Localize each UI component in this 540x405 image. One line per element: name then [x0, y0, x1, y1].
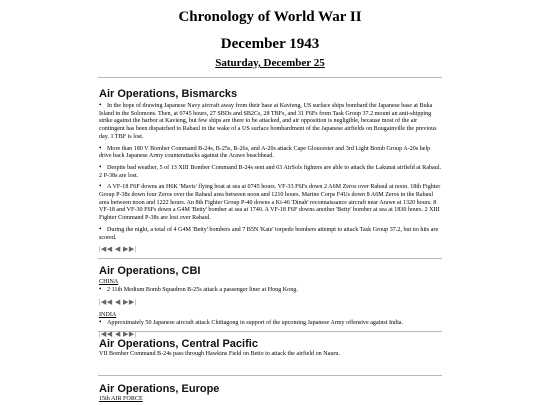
section-europe [99, 383, 442, 403]
list-item: • Despite bad weather, 5 of 13 XIII Bomber Command B-24s sent and 63 AirSols fighters are able to attack the Lakunai airfield at Rabaul. 2 P-38s are lost. [99, 164, 442, 180]
list-item: • 2 11th Medium Bomb Squadron B-25s attack a passenger liner at Hong Kong. [99, 286, 442, 295]
nav-arrows-label[interactable]: |◀◀ ◀ ▶▶| [99, 245, 137, 254]
nav-arrows[interactable] [99, 297, 442, 307]
divider [98, 77, 442, 78]
list-item: • More than 180 V Bomber Command B-24s, B-25s, B-26s, and A-20s attack Cape Gloucester and 3rd Light Bomb Group A-20s help drive back Japanese Army counterattacks against the Arawe beachhead. [99, 145, 442, 161]
divider [98, 258, 442, 259]
month-title: December 1943 [220, 36, 320, 52]
day-heading: Saturday, December 25 [215, 57, 325, 69]
section-heading: Air Operations, Central Pacific [99, 338, 258, 350]
section-heading: Air Operations, Europe [99, 383, 220, 395]
page-title: Chronology of World War II [178, 9, 362, 25]
section-central-pacific [99, 338, 442, 359]
list-item: • A VF-18 F6F downs an H6K 'Mavis' flying boat at sea at 0745 hours. VF-33 F6Fs down 2 A6M Zeros over Rabaul at noon. 18th Fighter Group P-38s down four Zeros over the Rabaul area between noon and 1210 hours. Marine Corps F4Us down 8 A6M Zeros in the Rabaul area between noon and 1222 hours. An 8th Fighter Group P-40 downs a Ki-46 'Dinah' reconnaissance aircraft near Arawe at 1320 hours. 8 VF-18 and VF-30 F6Fs down a G4M 'Betty' bomber at sea at 1740. A VF-18 F6F downs another 'Betty' bomber at sea at 1830 hours. 2 XIII Fighter Command P-38s are lost over Rabaul. [99, 183, 442, 223]
china-link[interactable]: CHINA [99, 279, 119, 285]
section-heading: Air Operations, CBI [99, 265, 201, 277]
15th-air-force-link[interactable]: 15th AIR FORCE [99, 396, 143, 402]
section-heading: Air Operations, Bismarcks [99, 88, 238, 100]
nav-arrows-label[interactable]: |◀◀ ◀ ▶▶| [99, 297, 137, 306]
list-item: • In the hope of drawing Japanese Navy aircraft away from their base at Kavieng, US surface ships bombard the Japanese base at Buka Island in the Solomons. Then, at 0745 hours, 27 SBDs and SB2Cs, 28 TBFs, and 31 F6Fs from Task Group 37.2 mount an anti-shipping strike against the harbor at Kavieng, but few ships are there to be attacked, and air opposition is negligible, because most of the air contingent has been dispatched to Rabaul in the wake of a US surface bombardment of the Japanese airfields on Bougainville the previous day. 1 TBF is lost. [99, 102, 442, 142]
divider [98, 375, 442, 376]
section-text: VII Bomber Command B-24s pass through Hawkins Field on Betio to attack the airfield on Nauru. [99, 351, 341, 357]
section-cbi [99, 265, 442, 339]
list-item: • Approximately 50 Japanese aircraft attack Chittagong in support of the upcoming Japanese Army offensive against India. [99, 319, 442, 328]
nav-arrows[interactable] [99, 244, 442, 254]
india-link[interactable]: INDIA [99, 311, 117, 318]
divider [98, 331, 442, 332]
list-item: • During the night, a total of 4 G4M 'Betty' bombers and 7 B5N 'Kate' torpedo bombers attempt to attack Task Group 37.2, but no hits are scored. [99, 226, 442, 242]
nav-arrows-label[interactable]: |◀◀ ◀ ▶▶| [99, 330, 137, 339]
section-bismarcks [99, 88, 442, 254]
